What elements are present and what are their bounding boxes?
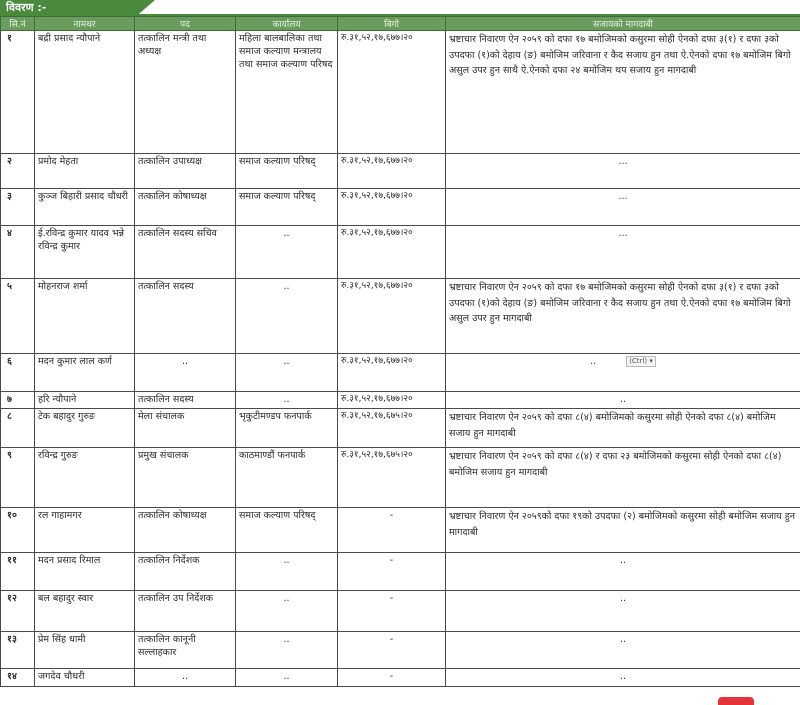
col-header-amount: बिगो <box>338 17 446 31</box>
cell-demand: .. <box>446 553 800 591</box>
cell-sn: ९ <box>1 448 35 508</box>
paste-options-button[interactable]: (Ctrl) ▾ <box>626 356 656 367</box>
cell-office: काठमाण्डौं फनपार्क <box>236 448 338 508</box>
header-row <box>1 17 800 31</box>
cell-amount: - <box>338 591 446 632</box>
cell-office: .. <box>236 279 338 354</box>
cell-amount: रु.३१,५२,१७,६७५।२० <box>338 448 446 508</box>
cell-office: समाज कल्याण परिषद् <box>236 508 338 553</box>
cell-sn: ४ <box>1 226 35 279</box>
cell-demand: .. <box>446 392 800 409</box>
cell-name: प्रमोद मेहता <box>35 154 135 189</box>
cell-demand: भ्रष्टाचार निवारण ऐन २०५९ को दफा १७ बमोजिमको कसुरमा सोही ऐनको दफा ३(१) र दफा ३को उपदफा (१)को देहाय (ङ) बमोजिम जरिवाना र कैद सजाय हुन तथा ऐ.ऐनको दफा १७ बमोजिम बिगो असुल उपर हुन साथै ऐ.ऐनको दफा २४ बमोजिम थप सजाय हुन मागदाबी <box>446 31 800 154</box>
cell-demand: ... <box>446 189 800 226</box>
col-header-name: नामथर <box>35 17 135 31</box>
cell-office: .. <box>236 354 338 392</box>
cell-demand: ... <box>446 154 800 189</box>
cell-sn: ११ <box>1 553 35 591</box>
cell-amount: रु.३१,५२,१७,६७७।२० <box>338 354 446 392</box>
cell-sn: ७ <box>1 392 35 409</box>
cell-name: बल बहादुर स्वार <box>35 591 135 632</box>
table-row <box>1 591 800 632</box>
cell-office: समाज कल्याण परिषद् <box>236 189 338 226</box>
cell-post: तत्कालिन उप निर्देशक <box>135 591 236 632</box>
cell-amount: रु.३१,५२,१७,६७७।२० <box>338 31 446 154</box>
cell-amount: - <box>338 669 446 687</box>
table-row <box>1 189 800 226</box>
cell-post: तत्कालिन निर्देशक <box>135 553 236 591</box>
cell-amount: रु.३१,५२,१७,६७५।२० <box>338 409 446 448</box>
table-row <box>1 409 800 448</box>
cell-amount: - <box>338 553 446 591</box>
cell-sn: ३ <box>1 189 35 226</box>
col-header-office: कार्यालय <box>236 17 338 31</box>
cell-sn: ६ <box>1 354 35 392</box>
cell-sn: १४ <box>1 669 35 687</box>
cell-name: कुञ्ज बिहारी प्रसाद चौधरी <box>35 189 135 226</box>
cell-post: तत्कालिन सदस्य <box>135 392 236 409</box>
cell-sn: ५ <box>1 279 35 354</box>
cell-office: समाज कल्याण परिषद् <box>236 154 338 189</box>
cell-name: प्रेम सिंह धामी <box>35 632 135 669</box>
cell-name: रल गाहामगर <box>35 508 135 553</box>
cell-office: .. <box>236 226 338 279</box>
cell-post: प्रमुख संचालक <box>135 448 236 508</box>
cell-sn: ८ <box>1 409 35 448</box>
cell-demand: .. <box>446 669 800 687</box>
cell-demand: भ्रष्टाचार निवारण ऐन २०५९को दफा १९को उपदफा (२) बमोजिमको कसुरमा सोही बमोजिम सजाय हुन मागदाबी <box>446 508 800 553</box>
col-header-sn: सि.नं <box>1 17 35 31</box>
cell-amount: रु.३१,५२,१७,६७७।२० <box>338 392 446 409</box>
cell-name: मोहनराज शर्मा <box>35 279 135 354</box>
cell-sn: १० <box>1 508 35 553</box>
cell-post: तत्कालिन सदस्य <box>135 279 236 354</box>
cell-office: .. <box>236 392 338 409</box>
cell-sn: १२ <box>1 591 35 632</box>
cell-demand: भ्रष्टाचार निवारण ऐन २०५९ को दफा १७ बमोजिमको कसुरमा सोही ऐनको दफा ३(१) र दफा ३को उपदफा (१)को देहाय (ङ) बमोजिम जरिवाना र कैद सजाय हुन तथा ऐ.ऐनको दफा १७ बमोजिम बिगो असुल उपर हुन मागदाबी <box>446 279 800 354</box>
cell-name: हरि न्यौपाने <box>35 392 135 409</box>
cell-name: टेक बहादुर गुरुङ <box>35 409 135 448</box>
table-row <box>1 632 800 669</box>
cell-name: मदन प्रसाद रिमाल <box>35 553 135 591</box>
table-row <box>1 31 800 154</box>
table-row <box>1 508 800 553</box>
table-row <box>1 448 800 508</box>
col-header-post: पद <box>135 17 236 31</box>
cell-post: तत्कालिन कोषाध्यक्ष <box>135 508 236 553</box>
cell-post: मेला संचालक <box>135 409 236 448</box>
cell-demand: .. <box>446 591 800 632</box>
table-row <box>1 354 800 392</box>
cell-post: .. <box>135 669 236 687</box>
cell-post: तत्कालिन कोषाध्यक्ष <box>135 189 236 226</box>
cell-post: तत्कालिन कानूनी सल्लाहकार <box>135 632 236 669</box>
cell-name: ई.रविन्द्र कुमार यादव भन्ने रविन्द्र कुमार <box>35 226 135 279</box>
defendants-table <box>0 16 800 687</box>
table-row <box>1 553 800 591</box>
cell-sn: १ <box>1 31 35 154</box>
cell-office: .. <box>236 632 338 669</box>
cell-office: महिला बालबालिका तथा समाज कल्याण मन्त्रालय तथा समाज कल्याण परिषद <box>236 31 338 154</box>
cell-demand <box>446 354 800 392</box>
cell-demand: .. <box>446 632 800 669</box>
cell-amount: रु.३१,५२,१७,६७७।२० <box>338 189 446 226</box>
col-header-demand: सजायको मागदाबी <box>446 17 800 31</box>
demand-ditto: .. <box>590 356 597 367</box>
cell-demand: ... <box>446 226 800 279</box>
cell-amount: - <box>338 508 446 553</box>
cell-post: .. <box>135 354 236 392</box>
cell-sn: २ <box>1 154 35 189</box>
cell-amount: रु.३१,५२,१७,६७७।२० <box>338 279 446 354</box>
table-row <box>1 669 800 687</box>
cell-post: तत्कालिन मन्त्री तथा अध्यक्ष <box>135 31 236 154</box>
heading: विवरण :- <box>6 1 47 14</box>
cell-office: भृकुटीमण्डप फनपार्क <box>236 409 338 448</box>
cell-demand: भ्रष्टाचार निवारण ऐन २०५९ को दफा ८(४) बमोजिमको कसुरमा सोही ऐनको दफा ८(४) बमोजिम सजाय हुन मागदाबी <box>446 409 800 448</box>
table-row <box>1 279 800 354</box>
cell-demand: भ्रष्टाचार निवारण ऐन २०५९ को दफा ८(४) र दफा २३ बमोजिमको कसुरमा सोही ऐनको दफा ८(४) बमोजिम सजाय हुन मागदाबी <box>446 448 800 508</box>
cell-post: तत्कालिन सदस्य सचिव <box>135 226 236 279</box>
cell-sn: १३ <box>1 632 35 669</box>
cell-post: तत्कालिन उपाध्यक्ष <box>135 154 236 189</box>
table-row <box>1 226 800 279</box>
cell-amount: रु.३१,५२,१७,६७७।२० <box>338 154 446 189</box>
cell-name: बद्री प्रसाद न्यौपाने <box>35 31 135 154</box>
cell-name: मदन कुमार लाल कर्ण <box>35 354 135 392</box>
cell-amount: - <box>338 632 446 669</box>
cell-name: जगदेव चौधरी <box>35 669 135 687</box>
table-row <box>1 154 800 189</box>
red-highlight-mark <box>718 697 754 705</box>
cell-name: रविन्द्र गुरुङ <box>35 448 135 508</box>
table-row <box>1 392 800 409</box>
cell-amount: रु.३१,५२,१७,६७७।२० <box>338 226 446 279</box>
cell-office: .. <box>236 591 338 632</box>
cell-office: .. <box>236 669 338 687</box>
cell-office: .. <box>236 553 338 591</box>
